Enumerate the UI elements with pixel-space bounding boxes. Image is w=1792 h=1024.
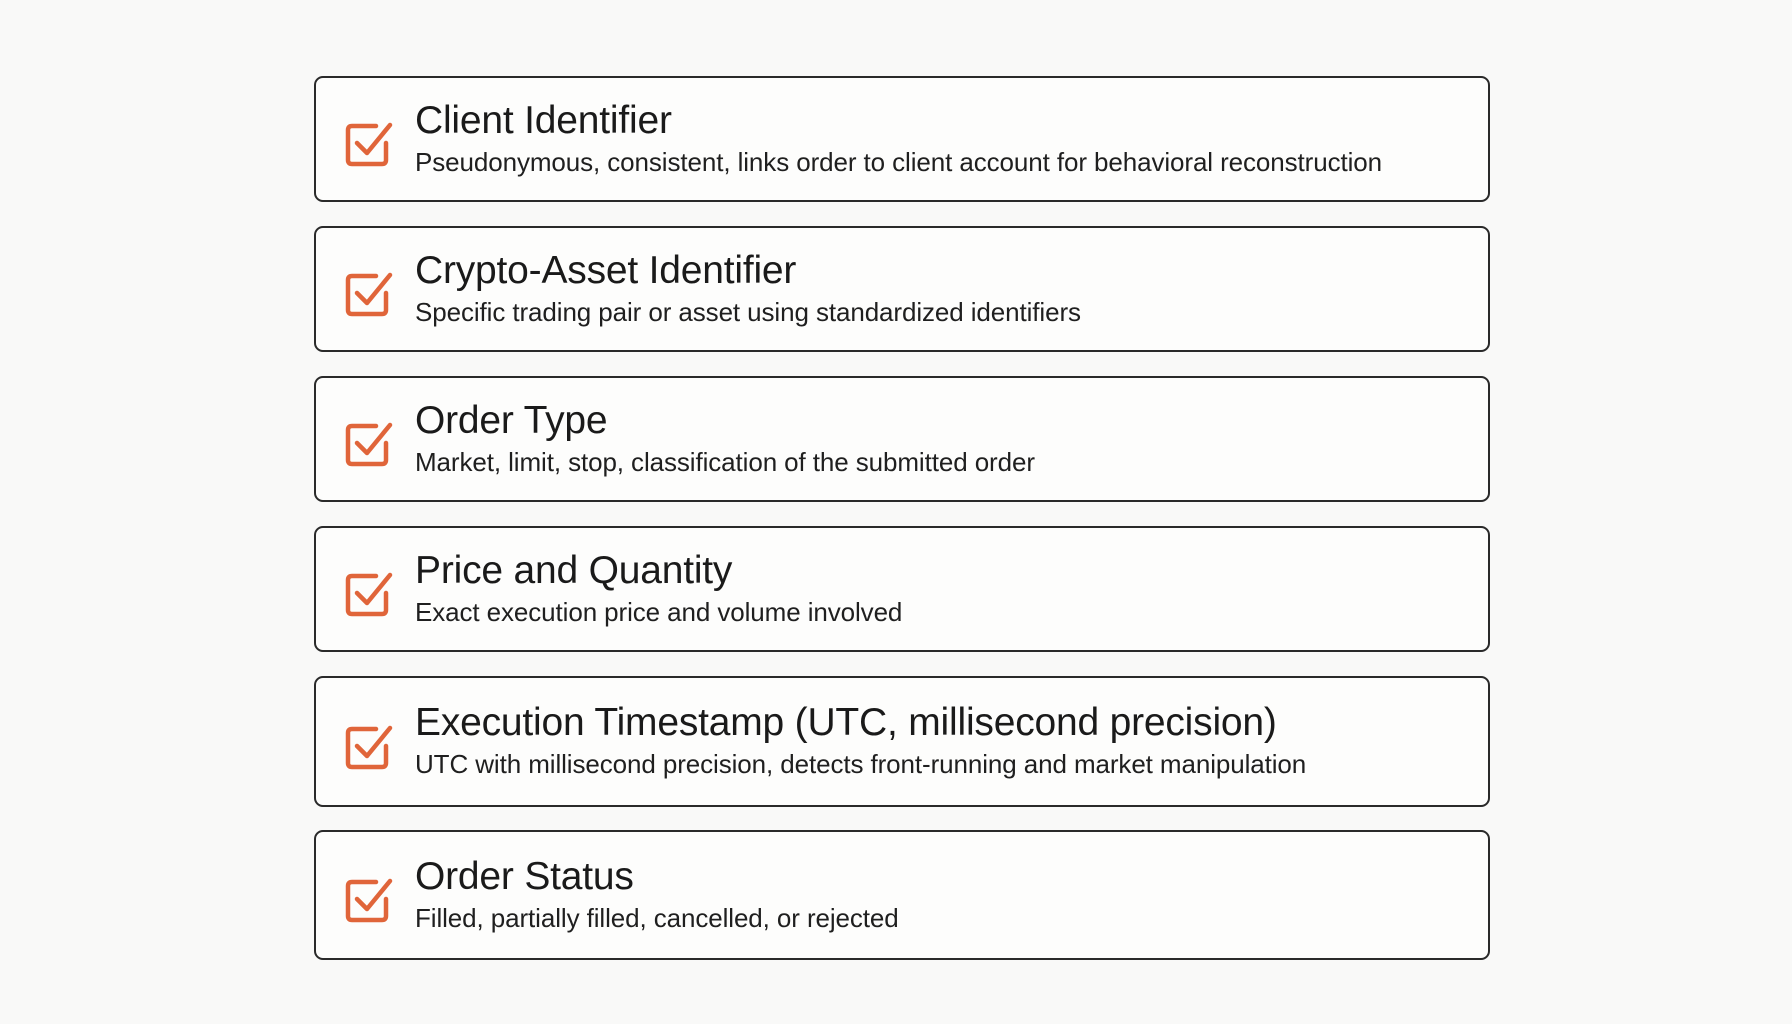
checkbox-checked-icon — [342, 266, 396, 320]
item-description: UTC with millisecond precision, detects front-running and market manipulation — [415, 749, 1307, 779]
item-description: Exact execution price and volume involved — [415, 597, 903, 627]
item-title: Price and Quantity — [415, 549, 733, 592]
item-title: Client Identifier — [415, 99, 672, 142]
checkbox-checked-icon — [342, 719, 396, 773]
item-card-execution-timestamp — [314, 676, 1490, 807]
item-title: Crypto-Asset Identifier — [415, 249, 797, 292]
item-card-price-and-quantity — [314, 526, 1490, 652]
item-card-crypto-asset-identifier — [314, 226, 1490, 352]
item-card-order-type — [314, 376, 1490, 502]
checkbox-checked-icon — [342, 416, 396, 470]
checkbox-checked-icon — [342, 116, 396, 170]
item-title: Order Type — [415, 399, 608, 442]
checkbox-checked-icon — [342, 872, 396, 926]
item-description: Market, limit, stop, classification of the submitted order — [415, 447, 1035, 477]
item-description: Pseudonymous, consistent, links order to client account for behavioral reconstruction — [415, 147, 1383, 177]
item-title: Order Status — [415, 855, 634, 898]
item-card-order-status — [314, 830, 1490, 960]
item-description: Specific trading pair or asset using standardized identifiers — [415, 297, 1081, 327]
item-description: Filled, partially filled, cancelled, or rejected — [415, 903, 899, 933]
checkbox-checked-icon — [342, 566, 396, 620]
item-title: Execution Timestamp (UTC, millisecond precision) — [415, 701, 1277, 744]
item-card-client-identifier — [314, 76, 1490, 202]
requirements-list — [314, 76, 1490, 960]
